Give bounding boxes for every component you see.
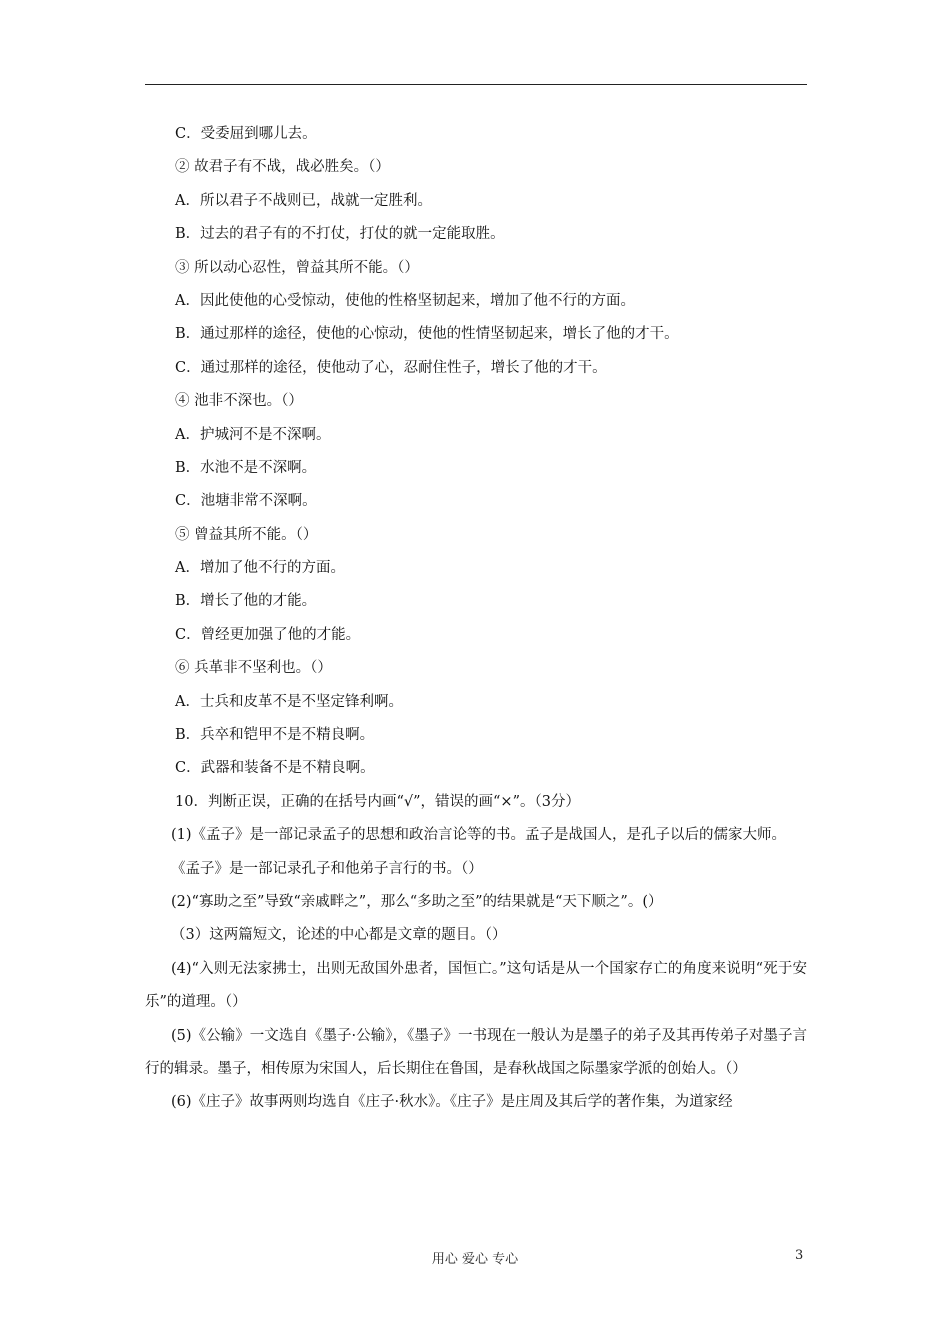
statement-line: (6)《庄子》故事两则均选自《庄子·秋水》。《庄子》是庄周及其后学的著作集，为道家经: [171, 1094, 733, 1111]
option-line: B．增长了他的才能。: [175, 593, 317, 610]
option-line: A．士兵和皮革不是不坚定锋利啊。: [175, 693, 403, 710]
option-line: C．武器和装备不是不精良啊。: [175, 760, 375, 777]
question-line: ⑥ 兵革非不坚利也。（）: [175, 660, 332, 677]
question-line: ③ 所以动心忍性，曾益其所不能。（）: [175, 259, 419, 276]
statement-paragraph: (4)“入则无法家拂士，出则无敌国外患者，国恒亡。”这句话是从一个国家存亡的角度来说明“死于安乐”的道理。（）: [145, 960, 807, 1011]
option-line: A．增加了他不行的方面。: [175, 560, 345, 577]
section-heading: 10．判断正误，正确的在括号内画“√”，错误的画“×”。（3分）: [175, 793, 580, 810]
option-line: B．通过那样的途径，使他的心惊动，使他的性情坚韧起来，增长了他的才干。: [175, 326, 679, 343]
option-line: A．护城河不是不深啊。: [175, 426, 331, 443]
page-number: 3: [795, 1248, 804, 1263]
document-body: [145, 118, 807, 1120]
header-rule: [145, 84, 807, 85]
question-line: ④ 池非不深也。（）: [175, 393, 303, 410]
option-line: C．池塘非常不深啊。: [175, 493, 317, 510]
option-line: B．兵卒和铠甲不是不精良啊。: [175, 727, 375, 744]
statement-line: (2)“寡助之至”导致“亲戚畔之”，那么“多助之至”的结果就是“天下顺之”。(）: [171, 894, 663, 910]
option-line: C．曾经更加强了他的才能。: [175, 626, 361, 643]
option-line: A．因此使他的心受惊动，使他的性格坚韧起来，增加了他不行的方面。: [175, 292, 635, 309]
statement-paragraph: (1)《孟子》是一部记录孟子的思想和政治言论等的书。孟子是战国人，是孔子以后的儒家大师。: [171, 827, 787, 844]
footer-text: 用心 爱心 专心: [431, 1252, 519, 1267]
text-line: C．受委屈到哪儿去。: [175, 126, 317, 142]
option-line: A．所以君子不战则已，战就一定胜利。: [175, 192, 432, 209]
statement-line: （3）这两篇短文，论述的中心都是文章的题目。（）: [171, 927, 507, 944]
option-line: B．过去的君子有的不打仗，打仗的就一定能取胜。: [175, 226, 505, 243]
statement-paragraph: (5)《公输》一文选自《墨子·公输》，《墨子》一书现在一般认为是墨子的弟子及其再传弟子对墨子言行的辑录。墨子，相传原为宋国人，后长期住在鲁国，是春秋战国之际墨家学派的创始人。（）: [145, 1027, 807, 1077]
option-line: C．通过那样的途径，使他动了心，忍耐住性子，增长了他的才干。: [175, 359, 607, 376]
statement-line: 《孟子》是一部记录孔子和他弟子言行的书。（）: [171, 860, 483, 877]
question-line: ⑤ 曾益其所不能。（）: [175, 526, 318, 543]
option-line: B．水池不是不深啊。: [175, 459, 317, 476]
question-line: ② 故君子有不战，战必胜矣。（）: [175, 159, 390, 176]
